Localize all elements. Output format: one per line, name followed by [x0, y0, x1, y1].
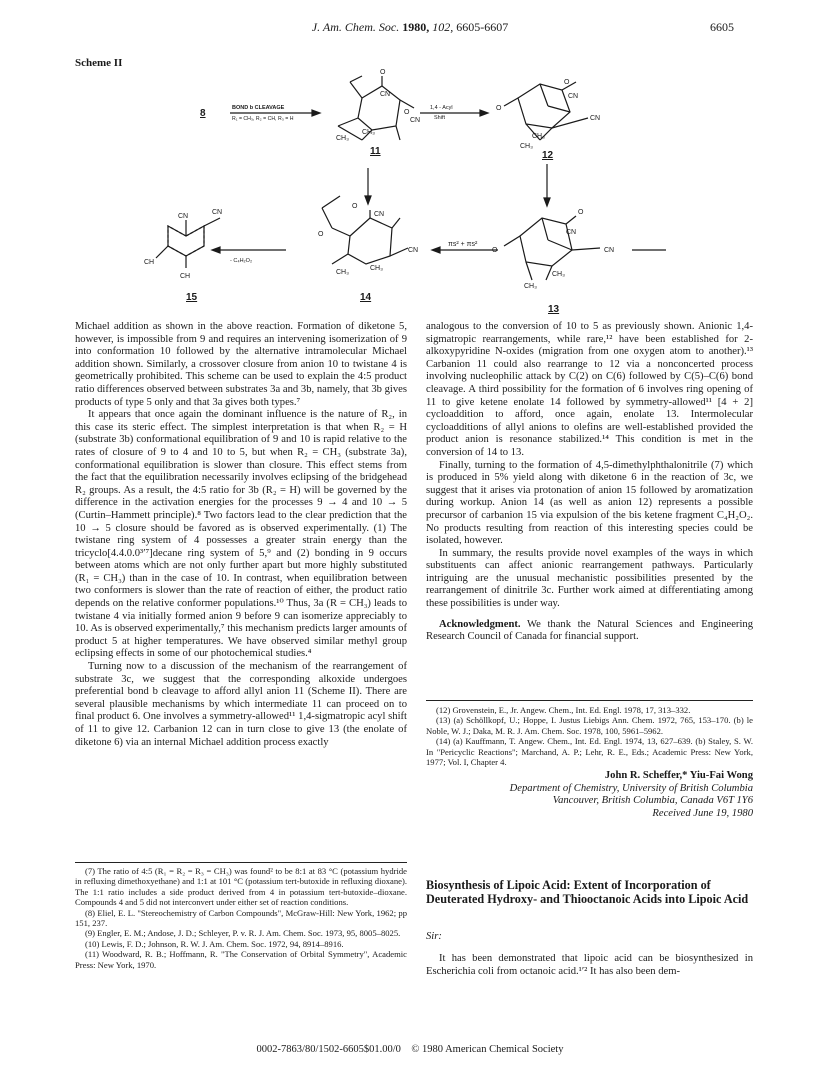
atom-cn: CN	[566, 229, 577, 236]
footnote-11: (11) Woodward, R. B.; Hoffmann, R. "The Conservation of Orbital Symmetry", Academic Press: New York, 1970.	[75, 949, 407, 970]
compound-12: 12	[542, 150, 554, 161]
structure-15	[156, 218, 220, 268]
author-address: Vancouver, British Columbia, Canada V6T 1Y6	[552, 795, 753, 807]
footer-copyright: © 1980 American Chemical Society	[411, 1044, 564, 1055]
right-footnotes	[426, 705, 753, 767]
label-cycloaddition: πs² + πs²	[448, 241, 478, 248]
footnote-divider	[426, 700, 753, 701]
arrowhead	[312, 110, 320, 116]
atom-cn: CN	[374, 211, 385, 218]
atom-cn: CN	[380, 91, 391, 98]
author-names: John R. Scheffer,* Yiu-Fai Wong	[604, 770, 753, 781]
structure-11	[338, 76, 414, 140]
atom-o: O	[352, 203, 358, 210]
atom-o: O	[318, 231, 324, 238]
atom-ch: CH	[180, 273, 191, 280]
footnote-13: (13) (a) Schöllkopf, U.; Hoppe, I. Justus Liebigs Ann. Chem. 1972, 765, 153–170. (b) le Noble, W. J.; Daka, M. R. J. Am. Chem. Soc. 1978, 100, 5961–5962.	[426, 715, 753, 736]
footnote-10: (10) Lewis, F. D.; Johnson, R. W. J. Am. Chem. Soc. 1972, 94, 8914–8916.	[85, 938, 344, 949]
footnote-7: (7) The ratio of 4:5 (R₁ = R₂ = R₃ = CH₃) was found² to be 8:1 at 83 °C (potassium hydride in refluxing dimethoxyethane) and 1:1 at 101 °C (potassium tert-butoxide in refluxing dioxane). The 1:1 ratio includes a side product derived from 4 in potassium tert-butoxide–dioxane. Compounds 4 and 5 did not interconvert under either set of reaction conditions.	[75, 866, 407, 908]
atom-o: O	[404, 109, 410, 116]
author-block	[510, 770, 753, 820]
label-acyl: 1,4 - Acyl	[430, 105, 453, 111]
atom-ch3: CH₃	[552, 271, 565, 278]
journal-citation	[0, 20, 820, 35]
compound-11: 11	[370, 146, 381, 157]
footnote-14: (14) (a) Kauffmann, T. Angew. Chem., Int. Ed. Engl. 1974, 13, 627–639. (b) Staley, S. W. In "Pericyclic Reactions"; Marchand, A. P.; Lehr, R. E., Eds.; Academic Press: New York, 1977; Vol. I, Chapter 4.	[426, 736, 753, 768]
atom-cn: CN	[568, 93, 579, 100]
article-title: Biosynthesis of Lipoic Acid: Extent of Incorporation of Deuterated Hydroxy- and Thiooctanoic Acids into Lipoic Acid	[426, 878, 749, 907]
label-substituents: R₁ = CH₃, R₂ = CH, R₃ = H	[232, 116, 294, 122]
atom-ch3: CH₃	[362, 129, 375, 136]
article-body: It has been demonstrated that lipoic acid can be biosynthesized in Escherichia coli from octanoic acid.¹ʹ² It has also been dem-	[426, 953, 753, 977]
journal-year: 1980,	[402, 20, 430, 34]
compound-14: 14	[360, 292, 372, 303]
atom-cn: CN	[212, 209, 223, 216]
paragraph: In summary, the results provide novel examples of the ways in which substituents can affect anionic rearrangement pathways. Particularly intriguing are the unusual mechanistic possibilities presented by the rearrangement of dinitrile 3c. Further work aimed at differentiating among these possibilities is under way.	[426, 547, 753, 610]
atom-o: O	[564, 79, 570, 86]
paragraph: Michael addition as shown in the above reaction. Formation of diketone 5, however, is impossible from 9 and requires an intervening isomerization of 9 into conformation 10 followed by the alternative intramolecular Michael addition shown. Similarly, a crossover closure from anion 10 to twistane 4 is geometrically prohibited. This scheme can be used to explain the 4:5 product ratio differences observed between substrates 3a and 3b, namely, that 3b gives products of type 5 only and that 3a gives both types.⁷	[75, 321, 407, 408]
journal-volume: 102,	[432, 20, 454, 34]
reaction-scheme	[100, 68, 740, 314]
structure-14	[322, 196, 408, 264]
page-number: 6605	[710, 20, 734, 34]
compound-13: 13	[548, 304, 560, 314]
atom-ch3: CH₃	[520, 143, 533, 150]
atom-ch: CH	[144, 259, 155, 266]
author-department: Department of Chemistry, University of British Columbia	[509, 782, 753, 794]
atom-ch3: CH₃	[336, 269, 349, 276]
label-loss: - C₄H₂O₂	[230, 258, 253, 264]
label-shift: Shift	[434, 115, 446, 121]
atom-cn: CN	[408, 247, 419, 254]
left-footnotes	[75, 866, 407, 970]
compound-15: 15	[186, 292, 198, 303]
atom-cn: CN	[410, 117, 421, 124]
paragraph: analogous to the conversion of 10 to 5 as previously shown. Anionic 1,4-sigmatropic rearrangements, while rare,¹² have been established for 2-alkoxypyridine N-oxides (migration from one oxygen atom to another).¹³ Carbanion 11 could also rearrange to 12 via a nonconcerted process involving nucleophilic attack by C(2) on C(6) followed by C(5)–C(6) bond cleavage. A third possibility for the formation of 6 involves ring opening of 11 to give ketene enolate 14 followed by symmetry-allowed¹¹ [4 + 2] cycloaddition to afford, once again, enolate 13. Intermolecular cycloadditions of allyl anions to olefins are well-established provided the product anion is resonance stabilized.¹⁴ This condition is met in the conversion of 14 to 13.	[426, 321, 753, 458]
salutation: Sir:	[426, 931, 442, 942]
structure-12	[504, 82, 588, 140]
page-footer	[0, 1044, 820, 1055]
paragraph: It appears that once again the dominant influence is the nature of R₂, in this case its steric effect. The simplest interpretation is that when R₂ = H (substrate 3b) conformational equilibration of 9 and 10 is rapid relative to the rates of closure of 9 to 4 and 10 to 5, but when R₂ = CH₃ (substrate 3a), conformational equilibration is slower than closure. This effect stems from the fact that the equilibration necessarily involves eclipsing of the bridgehead R₂ groups. As a result, the 4:5 ratio for 3b (R₂ = H) will be governed by the difference in the activation energies for the processes 9 → 4 and 10 → 5 (Curtin–Hammett principle).⁸ Two factors lead to the clear prediction that the 10 → 5 closure should be favored as is observed experimentally. (1) The twistane ring system of 4 possesses a greater strain energy than the tricyclo[4.4.0.0³ʹ⁷]decane ring system of 5,⁹ and (2) bonding in 9 occurs between atoms which are not only further apart but more highly substituted (R₁ = CH₃) than in the case of 10. In contrast, when equilibration between two conformers is slower than the rate of reaction of either, the product ratio depends on the relative conformer populations.¹⁰ Thus, 3a (R = CH₃) leads to twistane 4 via initially formed anion 9 before 9 can isomerize appreciably to 10. As is observed experimentally,⁷ this mechanism predicts larger amounts of product 5 at higher temperatures. We have observed similar methyl group eclipsing effects in some of our photochemical studies.⁴	[75, 409, 407, 660]
paragraph: Turning now to a discussion of the mechanism of the rearrangement of substrate 3c, we suggest that the corresponding alkoxide undergoes preferential bond b cleavage to afford allyl anion 11 (Scheme II). There are several plausible mechanisms by which intermediate 11 can proceed on to final product 6. One involves a symmetry-allowed¹¹ 1,4-sigmatropic acyl shift of 11 to give 12. Carbanion 12 can in turn close to give 13 (the enolate of diketone 6) via an internal Michael addition process exactly	[75, 661, 407, 748]
acknowledgment-text: We thank the Natural Sciences and Engineering Research Council of Canada for financial support.	[426, 618, 753, 643]
atom-o: O	[380, 69, 386, 76]
acknowledgment	[426, 619, 753, 644]
scheme-label: Scheme II	[75, 57, 123, 69]
acknowledgment-label: Acknowledgment.	[439, 618, 521, 630]
atom-o: O	[578, 209, 584, 216]
footnote-12: (12) Grovenstein, E., Jr. Angew. Chem., Int. Ed. Engl. 1978, 17, 313–332.	[436, 705, 691, 715]
page-header	[0, 20, 820, 38]
label-bond-cleavage: BOND b CLEAVAGE	[232, 105, 285, 111]
journal-pages: 6605-6607	[456, 20, 509, 34]
left-column	[75, 321, 407, 749]
atom-o: O	[492, 247, 498, 254]
atom-ch3: CH₃	[370, 265, 383, 272]
footer-code: 0002-7863/80/1502-6605$01.00/0	[256, 1044, 401, 1055]
atom-ch3: CH₃	[336, 135, 349, 142]
atom-cn: CN	[604, 247, 615, 254]
atom-cn: CN	[590, 115, 601, 122]
footnote-8: (8) Eliel, E. L. "Stereochemistry of Carbon Compounds", McGraw-Hill: New York, 1962; pp 151, 237.	[75, 907, 407, 929]
journal-name: J. Am. Chem. Soc.	[311, 20, 400, 34]
footnote-9: (9) Engler, E. M.; Andose, J. D.; Schleyer, P. v. R. J. Am. Chem. Soc. 1973, 95, 8005–8025.	[85, 928, 401, 939]
compound-8: 8	[200, 108, 206, 119]
atom-ch3: CH₃	[524, 283, 537, 290]
right-column	[426, 321, 753, 644]
paragraph: Finally, turning to the formation of 4,5-dimethylphthalonitrile (7) which is produced in 5% yield along with diketone 6 in the reaction of 3c, we suggest that it arises via protonation of anion 15 followed by aromatization during workup. Anion 14 (as well as anion 12) represents a possible precursor of carbanion 15 via expulsion of the bis ketene fragment C₄H₂O₂. No products resulting from reaction of this interesting species could be isolated, however.	[426, 459, 753, 547]
footnote-divider	[75, 862, 407, 863]
received-date: Received June 19, 1980	[652, 807, 753, 819]
atom-cn: CN	[178, 213, 189, 220]
atom-o: O	[496, 105, 502, 112]
atom-ch3: CH₃	[532, 133, 545, 140]
